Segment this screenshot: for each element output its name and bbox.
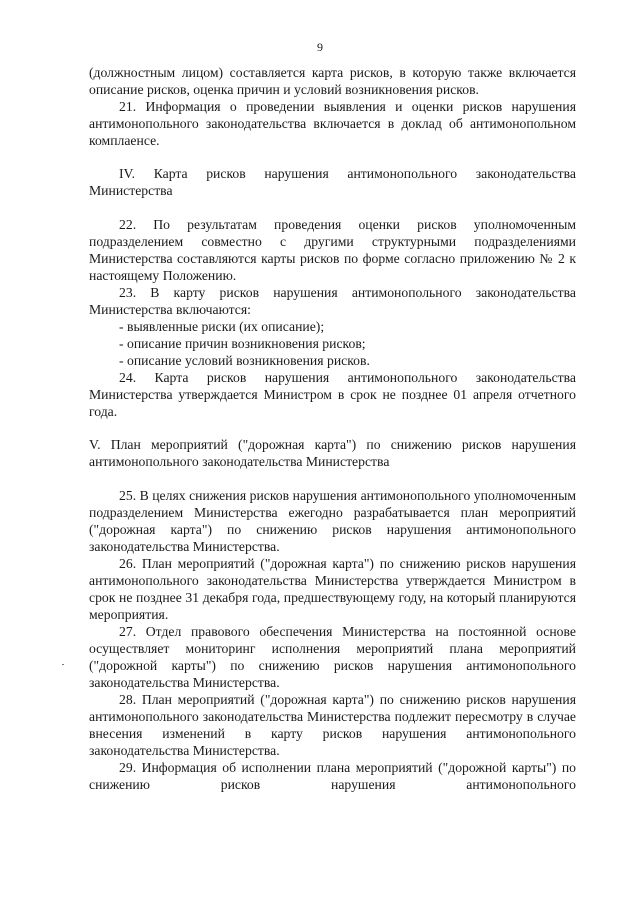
paragraph-23: 23. В карту рисков нарушения антимонопольного законодательства Министерства включаются: (89, 285, 576, 317)
list-item-risks: - выявленные риски (их описание); (119, 319, 325, 334)
paragraph-22: 22. По результатам проведения оценки рисков уполномоченным подразделением совместно с другими структурными подразделениями Министерства составляются карты рисков по форме согласно приложению № 2 к настоящему Положению. (89, 217, 576, 283)
page-number: 9 (317, 40, 323, 54)
paragraph-25: 25. В целях снижения рисков нарушения антимонопольного уполномоченным подразделением Министерства ежегодно разрабатывается план мероприятий ("дорожная карта") по снижению рисков нарушения антимонопольного законодательства Министерства. (89, 488, 576, 554)
paragraph-27: 27. Отдел правового обеспечения Министерства на постоянной основе осуществляет мониторинг исполнения мероприятий плана мероприятий ("дорожной карты") по снижению рисков нарушения антимонопольного законодательства Министерства. (89, 624, 576, 690)
paragraph-21: 21. Информация о проведении выявления и оценки рисков нарушения антимонопольного законодательства включается в доклад об антимонопольном комплаенсе. (89, 99, 576, 148)
document-body (89, 64, 576, 793)
scan-speck (62, 664, 64, 665)
paragraph-29: 29. Информация об исполнении плана мероприятий ("дорожной карты") по снижению рисков нарушения антимонопольного (89, 760, 576, 792)
paragraph-26: 26. План мероприятий ("дорожная карта") по снижению рисков нарушения антимонопольного законодательства Министерства утверждается Министром в срок не позднее 31 декабря года, предшествующему году, на который планируются мероприятия. (89, 556, 576, 622)
paragraph-24: 24. Карта рисков нарушения антимонопольного законодательства Министерства утверждается Министром в срок не позднее 01 апреля отчетного года. (89, 370, 576, 419)
section-heading-4: IV. Карта рисков нарушения антимонопольного законодательства Министерства (89, 166, 576, 198)
paragraph-28: 28. План мероприятий ("дорожная карта") по снижению рисков нарушения антимонопольного законодательства Министерства подлежит пересмотру в случае внесения изменений в карту рисков нарушения антимонопольного законодательства Министерства. (89, 692, 576, 758)
list-item-causes: - описание причин возникновения рисков; (119, 336, 366, 351)
paragraph-continuation: (должностным лицом) составляется карта рисков, в которую также включается описание рисков, оценка причин и условий возникновения рисков. (89, 65, 576, 97)
list-item-conditions: - описание условий возникновения рисков. (119, 353, 370, 368)
section-heading-5: V. План мероприятий ("дорожная карта") по снижению рисков нарушения антимонопольного законодательства Министерства (89, 437, 576, 469)
